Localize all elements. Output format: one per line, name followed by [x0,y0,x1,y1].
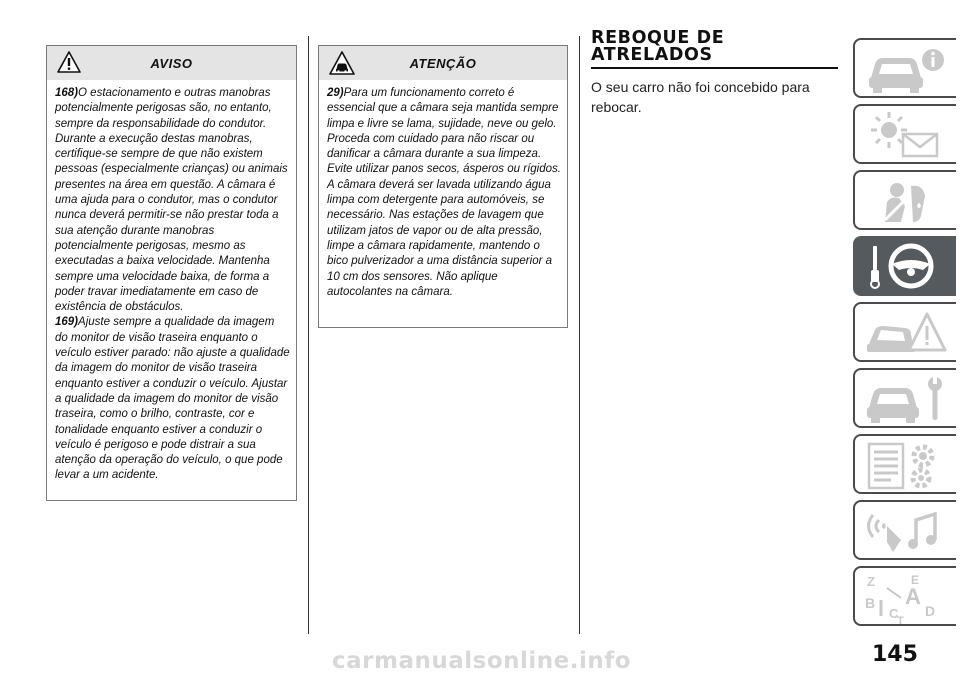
section-heading-line-2: ATRELADOS [591,45,713,65]
steering-wheel-key-icon [861,242,951,294]
warning-item-text: O estacionamento e outras manobras potencialmente perigosas são, no entanto, sempre da responsabilidade do condutor. Durante a execução destas manobras, certifique-se sempre de que não existem pessoas (especialmente crianças) ou animais presentes na área em questão. A câmara é uma ajuda para o condutor, mas o condutor nunca deverá permitir-se não prestar toda a sua atenção durante manobras potencialmente perigosas, mesmo as executadas a baixa velocidade. Mantenha sempre uma velocidade baixa, de forma a poder travar imediatamente em caso de existência de obstáculos. [55,87,288,314]
index-letter: T [897,615,904,624]
column-divider-1 [308,36,309,634]
emergency-crash-icon [861,308,951,360]
section-body-text: O seu carro não foi concebido para rebocar. [591,79,810,115]
index-letter: Z [867,574,875,589]
tab-index[interactable] [853,566,956,626]
tab-car-info[interactable] [853,38,956,98]
tab-maintenance[interactable] [853,368,956,428]
multimedia-icon [861,506,951,558]
warning-item-text: Ajuste sempre a qualidade da imagem do monitor de visão traseira enquanto o veículo estiver parado: não ajuste a qualidade da imagem do monitor de visão traseira enquanto estiver a conduzir o veículo. Ajustar a qualidade da imagem do monitor de visão traseira, como o brilho, contraste, cor e tonalidade enquanto estiver a conduzir o veículo é perigoso e pode distrair a sua atenção da operação do veículo, o que pode levar a um acidente. [55,316,290,482]
warning-item-168 [55,86,290,315]
caution-item-number: 29) [327,87,344,99]
caution-box [318,45,568,328]
warning-box-title: AVISO [150,56,193,71]
tab-multimedia[interactable] [853,500,956,560]
tab-technical-data[interactable] [853,434,956,494]
technical-data-icon [861,440,951,492]
safety-seat-icon [861,176,951,228]
warning-item-number: 168) [55,87,79,99]
car-info-icon [861,44,951,96]
warning-item-number: 169) [55,316,79,329]
warning-item-169 [55,315,290,483]
index-letter: A [905,584,921,609]
watermark: carmanualsonline.info [332,648,632,674]
index-letter: E [911,573,920,587]
section-heading-rule [591,67,838,69]
warning-box-header [47,46,296,81]
section-heading [591,30,724,64]
tab-driving[interactable] [853,236,956,296]
tab-emergency[interactable] [853,302,956,362]
car-maintenance-icon [861,374,951,426]
tab-safety[interactable] [853,170,956,230]
page-number: 145 [872,642,918,667]
caution-box-title: ATENÇÃO [409,56,477,71]
caution-box-body [319,81,567,300]
warning-box-body [47,81,296,484]
column-divider-2 [579,36,580,634]
warning-lights-icon [861,110,951,162]
tab-warning-lights[interactable] [853,104,956,164]
index-letters-icon [861,572,951,624]
caution-item-29 [327,86,561,300]
warning-box [46,45,297,501]
section-heading-line-1: REBOQUE DE [591,28,725,48]
index-letter: D [925,603,936,619]
index-letter: B [865,595,876,611]
index-letter: C [889,606,899,621]
caution-item-text: Para um funcionamento correto é essencial que a câmara seja mantida sempre limpa e livre se lama, sujidade, neve ou gelo. Proceda com cuidado para não riscar ou danificar a câmara durante a sua limpeza. Evite utilizar panos secos, ásperos ou rígidos. A câmara deverá ser lavada utilizando água limpa com detergente para automóveis, se necessário. Nas estações de lavagem que utilizam jatos de vapor ou de alta pressão, limpe a câmara rapidamente, mantendo o bico pulverizador a uma distância superior a 10 cm dos sensores. Não aplique autocolantes na câmara. [327,87,561,298]
caution-box-header [319,46,567,81]
